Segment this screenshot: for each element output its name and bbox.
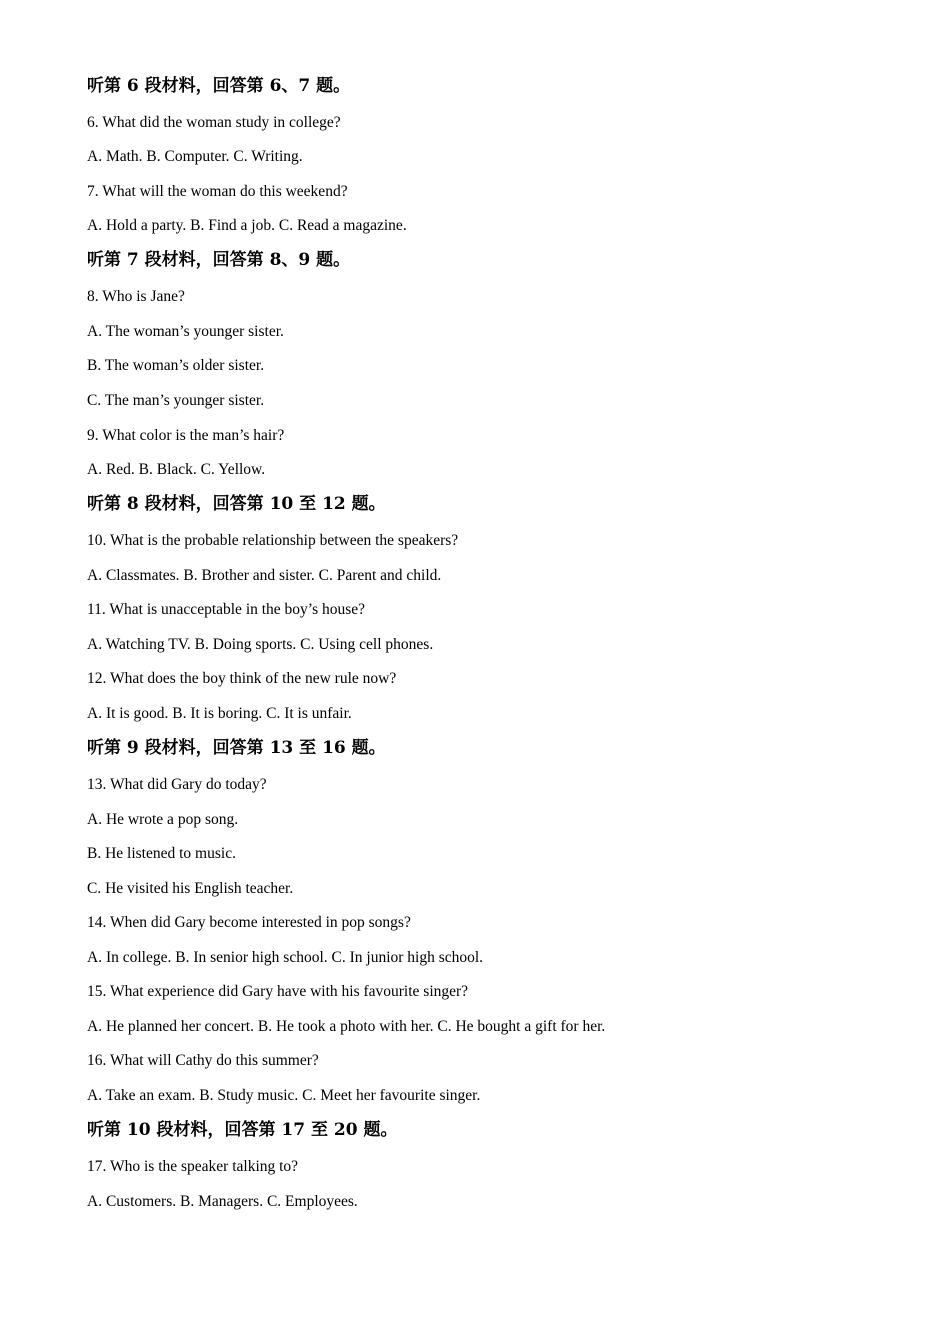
- question-line: 7. What will the woman do this weekend?: [87, 183, 348, 200]
- options-line: A. The woman’s younger sister.: [87, 323, 284, 340]
- question-line: 12. What does the boy think of the new rule now?: [87, 670, 397, 687]
- section-heading: 听第 10 段材料，回答第 17 至 20 题。: [87, 1120, 398, 1140]
- options-line: A. It is good. B. It is boring. C. It is unfair.: [87, 705, 352, 722]
- options-line: A. Customers. B. Managers. C. Employees.: [87, 1193, 358, 1210]
- options-line: A. Math. B. Computer. C. Writing.: [87, 148, 303, 165]
- section-heading: 听第 9 段材料，回答第 13 至 16 题。: [87, 738, 386, 758]
- options-line: B. The woman’s older sister.: [87, 357, 265, 374]
- question-line: 10. What is the probable relationship between the speakers?: [87, 532, 459, 549]
- options-line: A. Hold a party. B. Find a job. C. Read a magazine.: [87, 217, 407, 234]
- question-line: 8. Who is Jane?: [87, 288, 185, 305]
- options-line: A. Watching TV. B. Doing sports. C. Using cell phones.: [87, 636, 434, 653]
- options-line: A. He planned her concert. B. He took a photo with her. C. He bought a gift for her.: [87, 1018, 606, 1035]
- section-heading: 听第 8 段材料，回答第 10 至 12 题。: [87, 494, 386, 514]
- section-heading: 听第 6 段材料，回答第 6、7 题。: [87, 76, 351, 96]
- question-line: 14. When did Gary become interested in pop songs?: [87, 914, 411, 931]
- question-line: 13. What did Gary do today?: [87, 776, 267, 793]
- question-line: 17. Who is the speaker talking to?: [87, 1158, 299, 1175]
- question-line: 15. What experience did Gary have with his favourite singer?: [87, 983, 469, 1000]
- options-line: C. The man’s younger sister.: [87, 392, 265, 409]
- question-line: 9. What color is the man’s hair?: [87, 427, 285, 444]
- options-line: B. He listened to music.: [87, 845, 236, 862]
- section-heading: 听第 7 段材料，回答第 8、9 题。: [87, 250, 351, 270]
- options-line: A. Red. B. Black. C. Yellow.: [87, 461, 266, 478]
- options-line: C. He visited his English teacher.: [87, 880, 294, 897]
- question-line: 16. What will Cathy do this summer?: [87, 1052, 319, 1069]
- question-line: 6. What did the woman study in college?: [87, 114, 341, 131]
- options-line: A. Classmates. B. Brother and sister. C. Parent and child.: [87, 567, 442, 584]
- options-line: A. In college. B. In senior high school. C. In junior high school.: [87, 949, 484, 966]
- options-line: A. He wrote a pop song.: [87, 811, 239, 828]
- question-line: 11. What is unacceptable in the boy’s house?: [87, 601, 366, 618]
- options-line: A. Take an exam. B. Study music. C. Meet her favourite singer.: [87, 1087, 481, 1104]
